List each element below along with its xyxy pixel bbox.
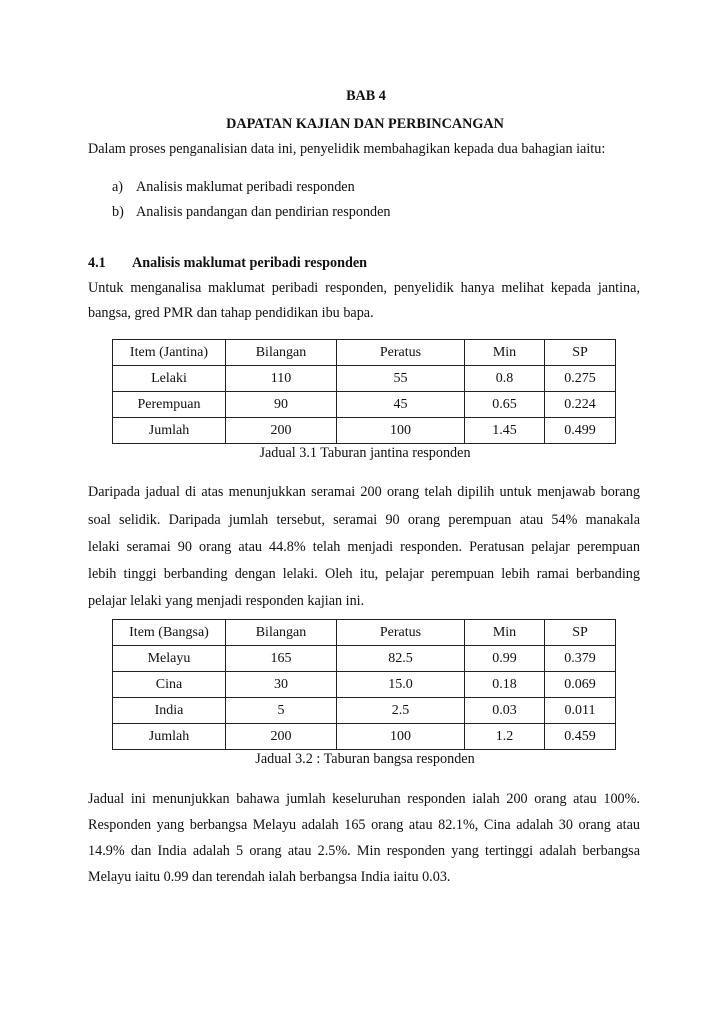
paragraph-line: Daripada jadual di atas menunjukkan seramai 200 orang telah dipilih untuk menjawab borang (88, 484, 640, 500)
paragraph-line: lebih tinggi berbanding dengan lelaki. Oleh itu, pelajar perempuan lebih ramai berbanding (88, 566, 640, 582)
table-header-row (113, 620, 616, 646)
header-count: Bilangan (226, 340, 337, 366)
table-cell: Lelaki (113, 366, 226, 392)
paragraph-line: Responden yang berbangsa Melayu adalah 165 orang atau 82.1%, Cina adalah 30 orang atau (88, 817, 640, 833)
table-cell: 0.224 (545, 392, 616, 418)
table-cell: 1.45 (465, 418, 545, 444)
list-item (112, 179, 355, 196)
table-cell: 0.499 (545, 418, 616, 444)
table-cell: 82.5 (337, 646, 465, 672)
table-cell: 165 (226, 646, 337, 672)
section-heading (88, 255, 367, 272)
table-cell: 0.99 (465, 646, 545, 672)
table-cell: Jumlah (113, 724, 226, 750)
list-item-text: Analisis maklumat peribadi responden (136, 179, 355, 195)
paragraph-line: bangsa, gred PMR dan tahap pendidikan ibu bapa. (88, 305, 374, 321)
table-cell: 0.03 (465, 698, 545, 724)
table-row (113, 672, 616, 698)
header-mean: Min (465, 340, 545, 366)
paragraph-line: 14.9% dan India adalah 5 orang atau 2.5%. Min responden yang tertinggi adalah berbangsa (88, 843, 640, 859)
chapter-label: BAB 4 (346, 88, 386, 104)
header-sd: SP (545, 340, 616, 366)
table-cell: 30 (226, 672, 337, 698)
table-cell: 0.069 (545, 672, 616, 698)
header-item: Item (Bangsa) (113, 620, 226, 646)
table-cell: 2.5 (337, 698, 465, 724)
paragraph-line: soal selidik. Daripada jumlah tersebut, seramai 90 orang perempuan atau 54% manakala (88, 512, 640, 528)
table-cell: Perempuan (113, 392, 226, 418)
intro-text: Dalam proses penganalisian data ini, penyelidik membahagikan kepada dua bahagian iaitu: (88, 141, 606, 157)
list-item (112, 204, 391, 221)
header-mean: Min (465, 620, 545, 646)
paragraph-line: Melayu iaitu 0.99 dan terendah ialah berbangsa India iaitu 0.03. (88, 869, 451, 885)
table-cell: 100 (337, 724, 465, 750)
table-row (113, 392, 616, 418)
section-title: Analisis maklumat peribadi responden (132, 255, 368, 271)
table-header-row (113, 340, 616, 366)
table-row (113, 418, 616, 444)
gender-table (112, 339, 616, 444)
table-row (113, 646, 616, 672)
list-marker: a) (112, 179, 124, 195)
table-cell: 45 (337, 392, 465, 418)
table-cell: Cina (113, 672, 226, 698)
table-cell: 5 (226, 698, 337, 724)
paragraph-line: lelaki seramai 90 orang atau 44.8% telah menjadi responden. Peratusan pelajar perempuan (88, 539, 640, 555)
table-row (113, 366, 616, 392)
table-row (113, 698, 616, 724)
table-cell: 0.8 (465, 366, 545, 392)
table-caption: Jadual 3.2 : Taburan bangsa responden (255, 751, 475, 767)
table-cell: Melayu (113, 646, 226, 672)
header-percent: Peratus (337, 340, 465, 366)
table-cell: 1.2 (465, 724, 545, 750)
list-item-text: Analisis pandangan dan pendirian responden (136, 204, 391, 220)
table-cell: 0.18 (465, 672, 545, 698)
table-cell: 200 (226, 418, 337, 444)
header-percent: Peratus (337, 620, 465, 646)
header-sd: SP (545, 620, 616, 646)
header-count: Bilangan (226, 620, 337, 646)
paragraph-line: Jadual ini menunjukkan bahawa jumlah keseluruhan responden ialah 200 orang atau 100%. (88, 791, 640, 807)
paragraph-line: pelajar lelaki yang menjadi responden kajian ini. (88, 593, 365, 609)
table-cell: 0.379 (545, 646, 616, 672)
table-cell: 110 (226, 366, 337, 392)
ethnicity-table (112, 619, 616, 750)
table-caption: Jadual 3.1 Taburan jantina responden (259, 445, 471, 461)
paragraph-line: Untuk menganalisa maklumat peribadi responden, penyelidik hanya melihat kepada jantina, (88, 280, 640, 296)
table-cell: 100 (337, 418, 465, 444)
table-cell: 55 (337, 366, 465, 392)
table-cell: 0.459 (545, 724, 616, 750)
list-marker: b) (112, 204, 124, 220)
table-cell: 200 (226, 724, 337, 750)
header-item: Item (Jantina) (113, 340, 226, 366)
table-cell: 0.011 (545, 698, 616, 724)
table-row (113, 724, 616, 750)
section-number: 4.1 (88, 255, 106, 271)
table-cell: 0.275 (545, 366, 616, 392)
table-cell: Jumlah (113, 418, 226, 444)
table-cell: 90 (226, 392, 337, 418)
table-cell: 0.65 (465, 392, 545, 418)
table-cell: 15.0 (337, 672, 465, 698)
chapter-title: DAPATAN KAJIAN DAN PERBINCANGAN (226, 116, 504, 132)
table-cell: India (113, 698, 226, 724)
